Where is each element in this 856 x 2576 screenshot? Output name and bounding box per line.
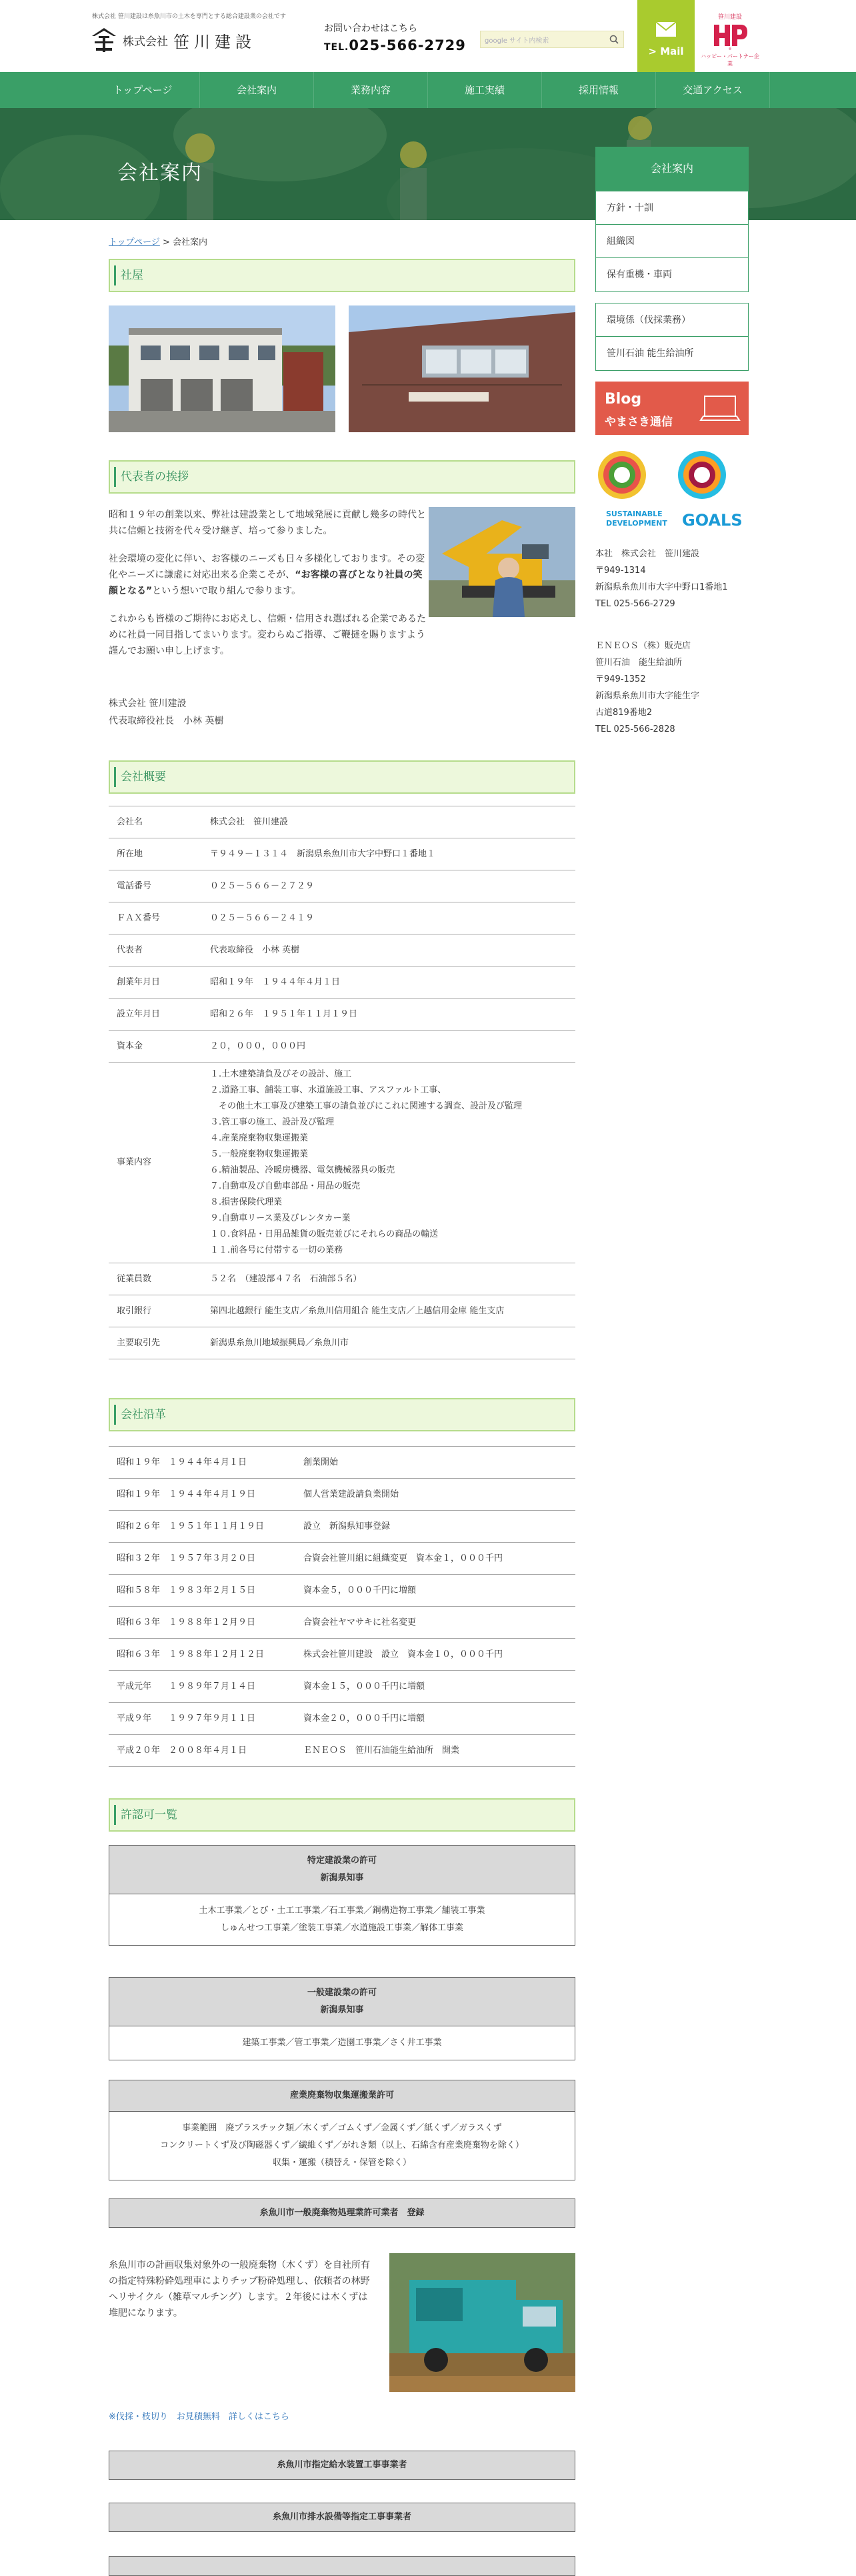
business-line: ９.自動車リース業及びレンタカー業 <box>210 1213 351 1223</box>
history-event: 資本金５，０００千円に増額 <box>295 1575 575 1607</box>
overview-value: 新潟県糸魚川地域振興局／糸魚川市 <box>202 1327 575 1359</box>
section-heading-greeting: 代表者の挨拶 <box>109 460 575 494</box>
permit-next-item <box>109 2556 575 2576</box>
permit-line: 収集・運搬（積替え・保管を除く） <box>272 2158 411 2168</box>
overview-key: 従業員数 <box>109 1263 202 1295</box>
history-event: 設立 新潟県知事登録 <box>295 1511 575 1543</box>
permit-body <box>109 2026 575 2060</box>
history-date: 平成９年 １９９７年９月１１日 <box>109 1703 295 1735</box>
section-heading-office: 社屋 <box>109 259 575 292</box>
history-event: 合資会社笹川組に組織変更 資本金１，０００千円 <box>295 1543 575 1575</box>
permit-line: 建築工事業／管工事業／造園工事業／さく井工事業 <box>242 2038 442 2048</box>
page-title: 会社案内 <box>117 161 203 185</box>
overview-value: 〒９４９－１３１４ 新潟県糸魚川市大字中野口１番地１ <box>202 838 575 870</box>
overview-key: 電話番号 <box>109 870 202 902</box>
greeting-p2-end: という想いで取り組んで参ります。 <box>152 586 301 596</box>
address-line: 本社 株式会社 笹川建設 <box>595 549 700 559</box>
contact-info <box>324 21 466 53</box>
company-history-table <box>109 1446 575 1767</box>
permit-line: コンクリートくず及び陶磁器くず／繊維くず／がれき類（以上、石綿含有産業廃棄物を除く） <box>160 2140 524 2150</box>
sdgs-word-2: DEVELOPMENT <box>606 519 667 528</box>
overview-value: ２０，０００，０００円 <box>202 1031 575 1063</box>
site-header <box>0 0 856 72</box>
history-event: 株式会社笹川建設 設立 資本金１０，０００千円 <box>295 1639 575 1671</box>
office-sign-image <box>349 305 575 432</box>
table-row <box>109 967 575 999</box>
history-event: 合資会社ヤマサキに社名変更 <box>295 1607 575 1639</box>
overview-key: 資本金 <box>109 1031 202 1063</box>
permit-title: 産業廃棄物収集運搬業許可 <box>289 2090 394 2100</box>
blog-title: Blog <box>605 391 642 408</box>
table-row <box>109 1671 575 1703</box>
breadcrumb-separator: > <box>159 237 173 247</box>
table-row <box>109 838 575 870</box>
history-event: 資本金１５，０００千円に増額 <box>295 1671 575 1703</box>
table-row <box>109 1263 575 1295</box>
blog-subtitle: やまさき通信 <box>605 416 673 429</box>
table-row <box>109 1447 575 1479</box>
office-building-image <box>109 305 335 432</box>
company-overview-table <box>109 806 575 1359</box>
table-row <box>109 1703 575 1735</box>
business-line: ３.管工事の施工、設計及び監理 <box>210 1117 335 1127</box>
hp-badge-bottom: ハッピー・パートナー企業 <box>701 53 759 67</box>
permit-body <box>109 2112 575 2180</box>
overview-value: 昭和２６年 １９５１年１１月１９日 <box>202 999 575 1031</box>
sidebar-item-org-chart[interactable]: 組織図 <box>596 225 748 258</box>
overview-key: ＦＡＸ番号 <box>109 902 202 934</box>
contact-label: お問い合わせはこちら <box>324 23 417 34</box>
site-search[interactable] <box>480 31 624 48</box>
sidebar-menu <box>595 191 749 292</box>
business-line: ２.道路工事、舗装工事、水道施設工事、アスファルト工事、 <box>210 1085 447 1095</box>
table-row <box>109 1543 575 1575</box>
permit-title: 特定建設業の許可 <box>307 1856 377 1866</box>
permit-special-construction <box>109 1845 575 1946</box>
business-line: ６.精油製品、冷暖房機器、電気機械器具の販売 <box>210 1165 395 1175</box>
business-line: １.土木建築請負及びその設計、施工 <box>210 1069 352 1079</box>
table-row <box>109 934 575 967</box>
permit-industrial-waste <box>109 2080 575 2180</box>
address-head-office <box>595 546 749 612</box>
hp-badge-top: 笹川建設 <box>717 14 742 21</box>
breadcrumb <box>109 235 207 247</box>
logo-company-type: 株式会社 <box>123 35 168 49</box>
signature-company: 株式会社 笹川建設 <box>109 698 187 709</box>
greeting-p2-start: 社会環境の変化に伴い、お客様のニーズも日々多様化しております。その変化やニーズに謙虚に対応出来る企業こそが、 <box>109 554 425 580</box>
history-event: 創業開始 <box>295 1447 575 1479</box>
address-line: 〒949-1314 <box>595 566 646 576</box>
nav-item-services[interactable]: 業務内容 <box>314 72 428 108</box>
greeting-text <box>109 507 429 671</box>
address-line: 〒949-1352 <box>595 674 646 684</box>
address-line: 新潟県糸魚川市大字中野口1番地1 <box>595 582 728 592</box>
nav-item-top[interactable]: トップページ <box>86 72 200 108</box>
office-photo-1 <box>109 305 335 432</box>
permit-line: しゅんせつ工事業／塗装工事業／水道施設工事業／解体工事業 <box>220 1923 463 1933</box>
permit-title: 一般建設業の許可 <box>307 1988 377 1998</box>
search-icon[interactable] <box>609 34 619 45</box>
history-date: 昭和１９年 １９４４年４月１９日 <box>109 1479 295 1511</box>
permit-heading <box>109 2080 575 2112</box>
sdgs-word-1: SUSTAINABLE <box>606 510 663 518</box>
nav-item-recruit[interactable]: 採用情報 <box>542 72 656 108</box>
table-row <box>109 870 575 902</box>
office-photo-2 <box>349 305 575 432</box>
history-date: 昭和１９年 １９４４年４月１日 <box>109 1447 295 1479</box>
history-event: 個人営業建設請負業開始 <box>295 1479 575 1511</box>
table-row <box>109 1479 575 1511</box>
business-line: ８.損害保険代理業 <box>210 1197 283 1207</box>
mail-label: > Mail <box>648 45 684 57</box>
sidebar-item-equipment[interactable]: 保有重機・車両 <box>607 269 672 280</box>
nav-item-works[interactable]: 施工実績 <box>428 72 542 108</box>
overview-value: ０２５－５６６－２７２９ <box>202 870 575 902</box>
address-line: TEL 025-566-2729 <box>595 599 675 609</box>
sidebar-menu-2 <box>595 303 749 371</box>
company-logo[interactable] <box>89 25 256 55</box>
greeting-paragraph-3: これからも皆様のご期待にお応えし、信頼・信用され選ばれる企業であるために社員一同目指してまいります。変わらぬご指導、ご鞭撻を賜りますよう謹んでお願い申し上げます。 <box>109 614 426 656</box>
sidebar <box>595 147 749 738</box>
history-event: 資本金２０，０００千円に増額 <box>295 1703 575 1735</box>
history-date: 昭和６３年 １９８８年１２月１２日 <box>109 1639 295 1671</box>
business-list <box>202 1063 575 1263</box>
table-row <box>109 806 575 838</box>
history-date: 昭和５８年 １９８３年２月１５日 <box>109 1575 295 1607</box>
tel-number: 025-566-2729 <box>349 37 466 53</box>
business-line: ４.産業廃棄物収集運搬業 <box>210 1133 309 1143</box>
nav-item-company[interactable]: 会社案内 <box>200 72 314 108</box>
chipper-truck-image <box>389 2253 575 2392</box>
president-photo <box>429 507 575 617</box>
history-date: 平成元年 １９８９年７月１４日 <box>109 1671 295 1703</box>
business-line: ５.一般廃棄物収集運搬業 <box>210 1149 309 1159</box>
overview-value: 株式会社 笹川建設 <box>202 806 575 838</box>
history-date: 平成２０年 ２００８年４月１日 <box>109 1735 295 1767</box>
table-row <box>109 1607 575 1639</box>
history-date: 昭和２６年 １９５１年１１月１９日 <box>109 1511 295 1543</box>
table-row <box>109 1295 575 1327</box>
overview-key: 所在地 <box>109 838 202 870</box>
signature-president: 代表取締役社長 小林 英樹 <box>109 716 224 726</box>
table-row <box>109 1639 575 1671</box>
business-line: ７.自動車及び自動車部品・用品の販売 <box>210 1181 361 1191</box>
sidebar-heading: 会社案内 <box>595 147 749 191</box>
overview-value: ５２名 （建設部４７名 石油部５名） <box>202 1263 575 1295</box>
permit-line: 事業範囲 廃プラスチック類／木くず／ゴムくず／金属くず／紙くず／ガラスくず <box>182 2123 502 2133</box>
permit-body <box>109 1894 575 1945</box>
tel-prefix: TEL. <box>324 42 349 53</box>
contact-phone[interactable] <box>324 37 466 53</box>
sidebar-item-policy[interactable]: 方針・十訓 <box>596 191 748 225</box>
table-row <box>109 1575 575 1607</box>
table-row <box>109 1327 575 1359</box>
table-row <box>109 999 575 1031</box>
address-line: 新潟県糸魚川市大字能生字 <box>595 691 700 701</box>
address-line: 古道819番地2 <box>595 708 653 718</box>
president-with-excavator-image <box>429 507 575 617</box>
overview-key: 取引銀行 <box>109 1295 202 1327</box>
history-event: ＥＮＥＯＳ 笹川石油能生給油所 開業 <box>295 1735 575 1767</box>
hp-logo-icon <box>710 21 750 50</box>
logo-mark-icon <box>89 25 119 55</box>
blog-banner[interactable] <box>595 382 749 435</box>
nav-item-access[interactable]: 交通アクセス <box>656 72 770 108</box>
overview-key: 主要取引先 <box>109 1327 202 1359</box>
greeting-paragraph-1: 昭和１９年の創業以来、弊社は建設業として地域発展に貢献し幾多の時代と共に信頼と技術を代々受け継ぎ、培って参りました。 <box>109 510 426 536</box>
sidebar-item-gas-station[interactable]: 笹川石油 能生給油所 <box>607 348 694 359</box>
business-line: その他土木工事及び建築工事の請負並びにこれに関連する調査、設計及び監理 <box>210 1101 523 1111</box>
chipper-truck-photo <box>389 2253 575 2392</box>
history-date: 昭和３２年 １９５７年３月２０日 <box>109 1543 295 1575</box>
business-line: １１.前各号に付帯する一切の業務 <box>210 1245 343 1255</box>
main-nav <box>0 72 856 108</box>
overview-key: 代表者 <box>109 934 202 967</box>
sdgs-logo <box>595 447 749 534</box>
table-row <box>109 1735 575 1767</box>
table-row <box>109 902 575 934</box>
overview-value: 昭和１９年 １９４４年４月１日 <box>202 967 575 999</box>
address-line: 笹川石油 能生給油所 <box>595 658 683 668</box>
permit-general-waste: 糸魚川市一般廃棄物処理業許可業者 登録 <box>109 2198 575 2228</box>
recycle-description: 糸魚川市の計画収集対象外の一般廃棄物（木くず）を自社所有の指定特殊粉砕処理車によりチップ粉砕処理し、依頼者の林野へリサイクル（雑草マルチング）します。２年後には木くずは堆肥になります。 <box>109 2260 370 2319</box>
permit-heading <box>109 1846 575 1894</box>
happy-partner-badge[interactable] <box>700 12 760 65</box>
overview-key: 創業年月日 <box>109 967 202 999</box>
permit-line: 土木工事業／とび・土工工事業／石工事業／鋼構造物工事業／舗装工事業 <box>199 1906 485 1916</box>
section-heading-permits: 許認可一覧 <box>109 1798 575 1832</box>
envelope-icon <box>655 21 677 37</box>
permit-drainage: 糸魚川市排水設備等指定工事事業者 <box>109 2503 575 2532</box>
mail-button[interactable] <box>637 0 695 72</box>
sdgs-wheel-icon <box>595 447 749 534</box>
sdgs-goals: GOALS <box>682 511 743 530</box>
section-heading-overview: 会社概要 <box>109 760 575 794</box>
history-date: 昭和６３年 １９８８年１２月９日 <box>109 1607 295 1639</box>
permit-authority: 新潟県知事 <box>320 1873 364 1883</box>
laptop-icon <box>699 394 741 424</box>
overview-value: 第四北越銀行 能生支店／糸魚川信用組合 能生支店／上越信用金庫 能生支店 <box>202 1295 575 1327</box>
overview-value: ０２５－５６６－２４１９ <box>202 902 575 934</box>
table-row <box>109 1031 575 1063</box>
permit-authority: 新潟県知事 <box>320 2005 364 2015</box>
logo-company-name: 笹川建設 <box>173 32 256 51</box>
overview-key: 事業内容 <box>109 1063 202 1263</box>
breadcrumb-current: 会社案内 <box>173 237 208 247</box>
table-row <box>109 1063 575 1263</box>
header-tagline: 株式会社 笹川建設は糸魚川市の土木を専門とする総合建設業の会社です <box>92 13 286 20</box>
address-line: ＥＮＥＯＳ（株）販売店 <box>595 641 691 651</box>
greeting-motto: “お客様の喜びとなり社員の笑顔となる” <box>109 570 423 596</box>
greeting-signature <box>109 695 223 730</box>
overview-key: 会社名 <box>109 806 202 838</box>
sidebar-item-forestry[interactable]: 環境係（伐採業務） <box>596 303 748 337</box>
permit-water-supply: 糸魚川市指定給水装置工事事業者 <box>109 2451 575 2480</box>
business-line: １０.食料品・日用品雑貨の販売並びにそれらの商品の輸送 <box>210 1229 439 1239</box>
section-heading-history: 会社沿革 <box>109 1398 575 1431</box>
overview-value: 代表取締役 小林 英樹 <box>202 934 575 967</box>
search-input[interactable]: google サイト内検索 <box>485 37 549 45</box>
estimate-link[interactable]: ※伐採・枝切り お見積無料 詳しくはこちら <box>109 2412 289 2422</box>
overview-key: 設立年月日 <box>109 999 202 1031</box>
address-gas-station <box>595 638 749 738</box>
permit-general-construction <box>109 1977 575 2060</box>
breadcrumb-home-link[interactable]: トップページ <box>109 237 160 247</box>
permit-heading <box>109 1978 575 2026</box>
address-line: TEL 025-566-2828 <box>595 724 675 734</box>
greeting-paragraph-2 <box>109 551 429 599</box>
table-row <box>109 1511 575 1543</box>
